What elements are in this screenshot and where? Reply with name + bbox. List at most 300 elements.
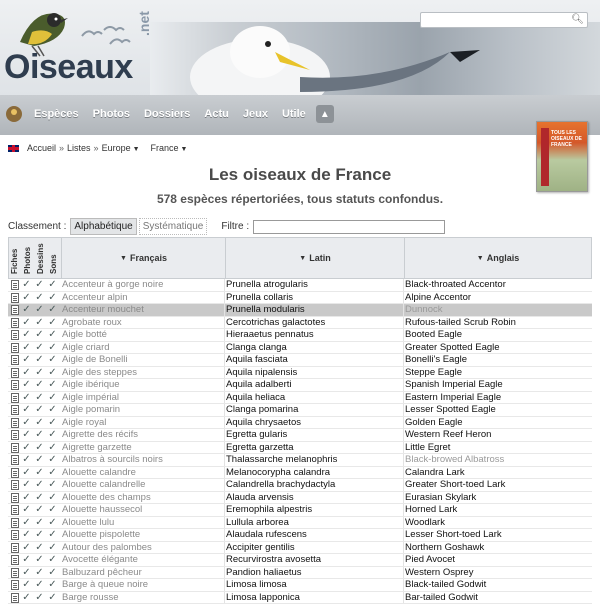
photo-check-icon[interactable]: ✓ (21, 555, 32, 565)
dessin-check-icon[interactable]: ✓ (34, 293, 45, 303)
photo-check-icon[interactable]: ✓ (21, 355, 32, 365)
table-row[interactable] (8, 429, 592, 442)
fiche-doc-icon[interactable] (11, 293, 19, 303)
latin-name: Prunella atrogularis (226, 279, 308, 291)
son-check-icon[interactable]: ✓ (47, 455, 58, 465)
son-check-icon[interactable]: ✓ (47, 593, 58, 603)
fiche-doc-icon[interactable] (11, 455, 19, 465)
photo-check-icon[interactable]: ✓ (21, 543, 32, 553)
son-check-icon[interactable]: ✓ (47, 468, 58, 478)
table-row[interactable] (8, 367, 592, 380)
column-divider (224, 404, 225, 416)
row-icons (11, 443, 58, 453)
photo-check-icon[interactable]: ✓ (21, 493, 32, 503)
row-icons (11, 418, 58, 428)
french-name[interactable]: Accenteur alpin (62, 292, 127, 304)
latin-name: Aquila heliaca (226, 392, 285, 404)
fiche-doc-icon[interactable] (11, 543, 19, 553)
photo-check-icon[interactable]: ✓ (21, 593, 32, 603)
french-name[interactable]: Barge à queue noire (62, 579, 148, 591)
fiche-doc-icon[interactable] (11, 568, 19, 578)
dessin-check-icon[interactable]: ✓ (34, 393, 45, 403)
english-name: Lesser Short-toed Lark (405, 529, 502, 541)
column-divider (224, 592, 225, 604)
english-name: Alpine Accentor (405, 292, 471, 304)
col-latin[interactable]: ▼ Latin (225, 238, 404, 278)
breadcrumb-europe[interactable]: Europe ▼ (102, 143, 140, 153)
photo-check-icon[interactable]: ✓ (21, 405, 32, 415)
latin-name: Clanga pomarina (226, 404, 298, 416)
son-check-icon[interactable]: ✓ (47, 518, 58, 528)
row-icons (11, 280, 58, 290)
latin-name: Aquila chrysaetos (226, 417, 301, 429)
french-name[interactable]: Alouette des champs (62, 492, 151, 504)
header-banner-photo (150, 22, 600, 95)
filter-label: Filtre : (221, 221, 249, 232)
filter-row (8, 218, 445, 235)
nav-item-dossiers[interactable]: Dossiers (138, 106, 196, 122)
table-row[interactable] (8, 379, 592, 392)
son-check-icon[interactable]: ✓ (47, 555, 58, 565)
fiche-doc-icon[interactable] (11, 380, 19, 390)
column-divider (224, 579, 225, 591)
column-divider (403, 579, 404, 591)
row-icons (11, 380, 58, 390)
english-name: Booted Eagle (405, 329, 462, 341)
book-title: TOUS LES OISEAUX DE FRANCE (551, 130, 585, 148)
column-divider (224, 429, 225, 441)
english-name: Black-browed Albatross (405, 454, 504, 466)
son-check-icon[interactable]: ✓ (47, 318, 58, 328)
column-divider (403, 404, 404, 416)
french-name[interactable]: Aigle pomarin (62, 404, 120, 416)
son-check-icon[interactable]: ✓ (47, 330, 58, 340)
chevron-up-icon[interactable]: ▲ (316, 105, 334, 123)
photo-check-icon[interactable]: ✓ (21, 468, 32, 478)
english-name: Western Osprey (405, 567, 473, 579)
dessin-check-icon[interactable]: ✓ (34, 305, 45, 315)
french-name[interactable]: Barge rousse (62, 592, 119, 604)
col-francais[interactable]: ▼ Français (61, 238, 225, 278)
photo-check-icon[interactable]: ✓ (21, 380, 32, 390)
row-icons (11, 455, 58, 465)
photo-check-icon[interactable]: ✓ (21, 318, 32, 328)
table-row[interactable] (8, 417, 592, 430)
fiche-doc-icon[interactable] (11, 468, 19, 478)
latin-name: Alaudala rufescens (226, 529, 307, 541)
english-name: Golden Eagle (405, 417, 463, 429)
breadcrumb-france[interactable]: France ▼ (151, 143, 188, 153)
col-sons[interactable]: Sons (49, 234, 61, 274)
table-row[interactable] (8, 467, 592, 480)
column-divider (224, 354, 225, 366)
column-divider (224, 417, 225, 429)
table-row[interactable] (8, 479, 592, 492)
column-divider (403, 379, 404, 391)
row-icons (11, 405, 58, 415)
son-check-icon[interactable]: ✓ (47, 568, 58, 578)
column-divider (224, 392, 225, 404)
fiche-doc-icon[interactable] (11, 430, 19, 440)
col-anglais[interactable]: ▼ Anglais (404, 238, 591, 278)
latin-name: Aquila adalberti (226, 379, 292, 391)
english-name: Rufous-tailed Scrub Robin (405, 317, 516, 329)
nav-item-utile[interactable]: Utile (276, 106, 312, 122)
column-divider (403, 417, 404, 429)
latin-name: Egretta gularis (226, 429, 287, 441)
breadcrumb-separator: » (59, 143, 64, 153)
english-name: Eastern Imperial Eagle (405, 392, 501, 404)
table-row[interactable] (8, 592, 592, 604)
column-divider (403, 329, 404, 341)
dessin-check-icon[interactable]: ✓ (34, 493, 45, 503)
french-name[interactable]: Aigle criard (62, 342, 110, 354)
fiche-doc-icon[interactable] (11, 593, 19, 603)
photo-check-icon[interactable]: ✓ (21, 305, 32, 315)
table-row[interactable] (8, 317, 592, 330)
french-name[interactable]: Alouette haussecol (62, 504, 142, 516)
column-divider (403, 292, 404, 304)
bird-home-icon[interactable] (6, 106, 22, 122)
table-row[interactable] (8, 454, 592, 467)
latin-name: Cercotrichas galactotes (226, 317, 325, 329)
photo-check-icon[interactable]: ✓ (21, 580, 32, 590)
english-name: Eurasian Skylark (405, 492, 476, 504)
dessin-check-icon[interactable]: ✓ (34, 318, 45, 328)
column-divider (224, 542, 225, 554)
row-icons (11, 305, 58, 315)
french-name[interactable]: Balbuzard pêcheur (62, 567, 142, 579)
dessin-check-icon[interactable]: ✓ (34, 443, 45, 453)
english-name: Greater Short-toed Lark (405, 479, 505, 491)
photo-check-icon[interactable]: ✓ (21, 293, 32, 303)
breadcrumb-listes[interactable]: Listes (67, 143, 91, 153)
french-name[interactable]: Aigrette garzette (62, 442, 132, 454)
english-name: Horned Lark (405, 504, 457, 516)
english-name: Dunnock (405, 304, 443, 316)
table-row[interactable] (8, 542, 592, 555)
french-name[interactable]: Aigle royal (62, 417, 106, 429)
table-row[interactable] (8, 279, 592, 292)
nav-item-especes[interactable]: Espèces (28, 106, 85, 122)
row-icons (11, 568, 58, 578)
nav-item-photos[interactable]: Photos (87, 106, 136, 122)
photo-check-icon[interactable]: ✓ (21, 330, 32, 340)
caret-down-icon: ▼ (181, 146, 188, 153)
table-row[interactable] (8, 292, 592, 305)
column-divider (403, 504, 404, 516)
latin-name: Aquila fasciata (226, 354, 288, 366)
french-name[interactable]: Autour des palombes (62, 542, 152, 554)
column-divider (403, 429, 404, 441)
fiche-doc-icon[interactable] (11, 343, 19, 353)
french-name[interactable]: Aigrette des récifs (62, 429, 138, 441)
fiche-doc-icon[interactable] (11, 393, 19, 403)
dessin-check-icon[interactable]: ✓ (34, 455, 45, 465)
english-name: Northern Goshawk (405, 542, 484, 554)
row-icons (11, 555, 58, 565)
fiche-doc-icon[interactable] (11, 418, 19, 428)
nav-item-jeux[interactable]: Jeux (237, 106, 274, 122)
fiche-doc-icon[interactable] (11, 305, 19, 315)
sort-caret-icon: ▼ (299, 255, 306, 262)
sort-alphabetical-button[interactable]: Alphabétique (70, 218, 136, 235)
fiche-doc-icon[interactable] (11, 493, 19, 503)
photo-check-icon[interactable]: ✓ (21, 505, 32, 515)
son-check-icon[interactable]: ✓ (47, 493, 58, 503)
column-divider (403, 479, 404, 491)
species-table (8, 237, 592, 604)
nav-item-actu[interactable]: Actu (198, 106, 234, 122)
latin-name: Hieraaetus pennatus (226, 329, 314, 341)
site-header (0, 0, 600, 95)
table-row[interactable] (8, 517, 592, 530)
column-divider (403, 367, 404, 379)
fiche-doc-icon[interactable] (11, 355, 19, 365)
column-divider (403, 454, 404, 466)
row-icons (11, 505, 58, 515)
son-check-icon[interactable]: ✓ (47, 280, 58, 290)
french-name[interactable]: Alouette pispolette (62, 529, 140, 541)
dessin-check-icon[interactable]: ✓ (34, 505, 45, 515)
fiche-doc-icon[interactable] (11, 530, 19, 540)
dessin-check-icon[interactable]: ✓ (34, 405, 45, 415)
dessin-check-icon[interactable]: ✓ (34, 480, 45, 490)
table-row[interactable] (8, 579, 592, 592)
latin-name: Limosa limosa (226, 579, 287, 591)
table-row[interactable] (8, 392, 592, 405)
english-name: Greater Spotted Eagle (405, 342, 500, 354)
son-check-icon[interactable]: ✓ (47, 393, 58, 403)
fiche-doc-icon[interactable] (11, 505, 19, 515)
col-photos[interactable]: Photos (23, 234, 35, 274)
latin-name: Accipiter gentilis (226, 542, 295, 554)
latin-name: Alauda arvensis (226, 492, 294, 504)
column-divider (403, 392, 404, 404)
photo-check-icon[interactable]: ✓ (21, 393, 32, 403)
search-input[interactable] (421, 17, 569, 31)
fiche-doc-icon[interactable] (11, 443, 19, 453)
row-icons (11, 343, 58, 353)
son-check-icon[interactable]: ✓ (47, 380, 58, 390)
english-name: Calandra Lark (405, 467, 465, 479)
french-name[interactable]: Aigle de Bonelli (62, 354, 128, 366)
gull-illustration (150, 22, 600, 95)
breadcrumb-home[interactable]: Accueil (27, 143, 56, 153)
table-row[interactable] (8, 554, 592, 567)
column-divider (403, 304, 404, 316)
french-name[interactable]: Aigle impérial (62, 392, 119, 404)
fiche-doc-icon[interactable] (11, 518, 19, 528)
fiche-doc-icon[interactable] (11, 330, 19, 340)
english-name: Woodlark (405, 517, 445, 529)
row-icons (11, 393, 58, 403)
dessin-check-icon[interactable]: ✓ (34, 355, 45, 365)
french-name[interactable]: Aigle botté (62, 329, 107, 341)
french-name[interactable]: Aigle ibérique (62, 379, 120, 391)
french-name[interactable]: Accenteur à gorge noire (62, 279, 163, 291)
french-name[interactable]: Agrobate roux (62, 317, 122, 329)
column-divider (403, 492, 404, 504)
dessin-check-icon[interactable]: ✓ (34, 568, 45, 578)
dessin-check-icon[interactable]: ✓ (34, 593, 45, 603)
dessin-check-icon[interactable]: ✓ (34, 580, 45, 590)
photo-check-icon[interactable]: ✓ (21, 518, 32, 528)
photo-check-icon[interactable]: ✓ (21, 455, 32, 465)
photo-check-icon[interactable]: ✓ (21, 480, 32, 490)
latin-name: Prunella collaris (226, 292, 293, 304)
table-row[interactable] (8, 304, 592, 317)
son-check-icon[interactable]: ✓ (47, 543, 58, 553)
table-body (8, 279, 592, 604)
column-divider (224, 517, 225, 529)
column-divider (224, 554, 225, 566)
latin-name: Limosa lapponica (226, 592, 300, 604)
son-check-icon[interactable]: ✓ (47, 293, 58, 303)
dessin-check-icon[interactable]: ✓ (34, 430, 45, 440)
dessin-check-icon[interactable]: ✓ (34, 280, 45, 290)
english-name: Steppe Eagle (405, 367, 462, 379)
column-divider (224, 367, 225, 379)
column-divider (224, 342, 225, 354)
dessin-check-icon[interactable]: ✓ (34, 343, 45, 353)
filter-input[interactable] (253, 220, 445, 234)
french-name[interactable]: Accenteur mouchet (62, 304, 144, 316)
col-dessins[interactable]: Dessins (36, 234, 48, 274)
latin-name: Clanga clanga (226, 342, 287, 354)
dessin-check-icon[interactable]: ✓ (34, 543, 45, 553)
dessin-check-icon[interactable]: ✓ (34, 418, 45, 428)
photo-check-icon[interactable]: ✓ (21, 343, 32, 353)
latin-name: Eremophila alpestris (226, 504, 312, 516)
table-row[interactable] (8, 329, 592, 342)
french-name[interactable]: Alouette calandrelle (62, 479, 145, 491)
photo-check-icon[interactable]: ✓ (21, 280, 32, 290)
english-name: Bonelli's Eagle (405, 354, 467, 366)
photo-check-icon[interactable]: ✓ (21, 368, 32, 378)
french-name[interactable]: Aigle des steppes (62, 367, 137, 379)
photo-check-icon[interactable]: ✓ (21, 430, 32, 440)
latin-name: Egretta garzetta (226, 442, 294, 454)
son-check-icon[interactable]: ✓ (47, 480, 58, 490)
row-icons (11, 318, 58, 328)
son-check-icon[interactable]: ✓ (47, 580, 58, 590)
column-divider (224, 317, 225, 329)
site-logo-suffix: .net (136, 11, 152, 36)
latin-name: Prunella modularis (226, 304, 305, 316)
site-logo[interactable]: Oiseaux (4, 48, 133, 87)
table-header (8, 237, 592, 279)
photo-check-icon[interactable]: ✓ (21, 418, 32, 428)
son-check-icon[interactable]: ✓ (47, 443, 58, 453)
french-name[interactable]: Albatros à sourcils noirs (62, 454, 163, 466)
column-divider (224, 479, 225, 491)
dessin-check-icon[interactable]: ✓ (34, 330, 45, 340)
english-name: Little Egret (405, 442, 450, 454)
column-divider (224, 442, 225, 454)
son-check-icon[interactable]: ✓ (47, 343, 58, 353)
fiche-doc-icon[interactable] (11, 318, 19, 328)
fiche-doc-icon[interactable] (11, 280, 19, 290)
english-name: Bar-tailed Godwit (405, 592, 478, 604)
column-divider (224, 454, 225, 466)
breadcrumb-separator: » (94, 143, 99, 153)
row-icons (11, 368, 58, 378)
column-divider (403, 467, 404, 479)
latin-name: Thalassarche melanophris (226, 454, 337, 466)
column-divider (403, 554, 404, 566)
son-check-icon[interactable]: ✓ (47, 530, 58, 540)
fiche-doc-icon[interactable] (11, 405, 19, 415)
son-check-icon[interactable]: ✓ (47, 355, 58, 365)
search-box[interactable] (420, 12, 588, 28)
fiche-doc-icon[interactable] (11, 580, 19, 590)
english-name: Black-throated Accentor (405, 279, 506, 291)
dessin-check-icon[interactable]: ✓ (34, 380, 45, 390)
son-check-icon[interactable]: ✓ (47, 505, 58, 515)
column-divider (224, 329, 225, 341)
main-nav (0, 95, 600, 135)
page-title: Les oiseaux de France (0, 165, 600, 185)
dessin-check-icon[interactable]: ✓ (34, 518, 45, 528)
table-row[interactable] (8, 354, 592, 367)
table-row[interactable] (8, 492, 592, 505)
column-divider (403, 529, 404, 541)
sort-caret-icon: ▼ (477, 255, 484, 262)
col-fiches[interactable]: Fiches (10, 234, 22, 274)
son-check-icon[interactable]: ✓ (47, 405, 58, 415)
table-row[interactable] (8, 342, 592, 355)
table-row[interactable] (8, 567, 592, 580)
fiche-doc-icon[interactable] (11, 368, 19, 378)
latin-name: Calandrella brachydactyla (226, 479, 335, 491)
photo-check-icon[interactable]: ✓ (21, 530, 32, 540)
english-name: Western Reef Heron (405, 429, 491, 441)
row-icons (11, 330, 58, 340)
page-subtitle: 578 espèces répertoriées, tous statuts confondus. (0, 192, 600, 206)
son-check-icon[interactable]: ✓ (47, 418, 58, 428)
table-row[interactable] (8, 529, 592, 542)
sort-systematic-button[interactable]: Systématique (139, 218, 208, 235)
row-icons (11, 593, 58, 603)
son-check-icon[interactable]: ✓ (47, 430, 58, 440)
dessin-check-icon[interactable]: ✓ (34, 368, 45, 378)
fiche-doc-icon[interactable] (11, 480, 19, 490)
french-name[interactable]: Avocette élégante (62, 554, 138, 566)
photo-check-icon[interactable]: ✓ (21, 568, 32, 578)
table-row[interactable] (8, 504, 592, 517)
column-divider (224, 492, 225, 504)
french-name[interactable]: Alouette lulu (62, 517, 114, 529)
dessin-check-icon[interactable]: ✓ (34, 555, 45, 565)
row-icons (11, 543, 58, 553)
row-icons (11, 293, 58, 303)
search-icon[interactable]: 🔍︎ (571, 14, 584, 25)
column-divider (403, 279, 404, 291)
photo-check-icon[interactable]: ✓ (21, 443, 32, 453)
dessin-check-icon[interactable]: ✓ (34, 468, 45, 478)
son-check-icon[interactable]: ✓ (47, 305, 58, 315)
dessin-check-icon[interactable]: ✓ (34, 530, 45, 540)
latin-name: Melanocorypha calandra (226, 467, 330, 479)
table-row[interactable] (8, 404, 592, 417)
fiche-doc-icon[interactable] (11, 555, 19, 565)
french-name[interactable]: Alouette calandre (62, 467, 136, 479)
table-row[interactable] (8, 442, 592, 455)
son-check-icon[interactable]: ✓ (47, 368, 58, 378)
column-divider (224, 529, 225, 541)
uk-flag-icon[interactable] (8, 145, 19, 152)
